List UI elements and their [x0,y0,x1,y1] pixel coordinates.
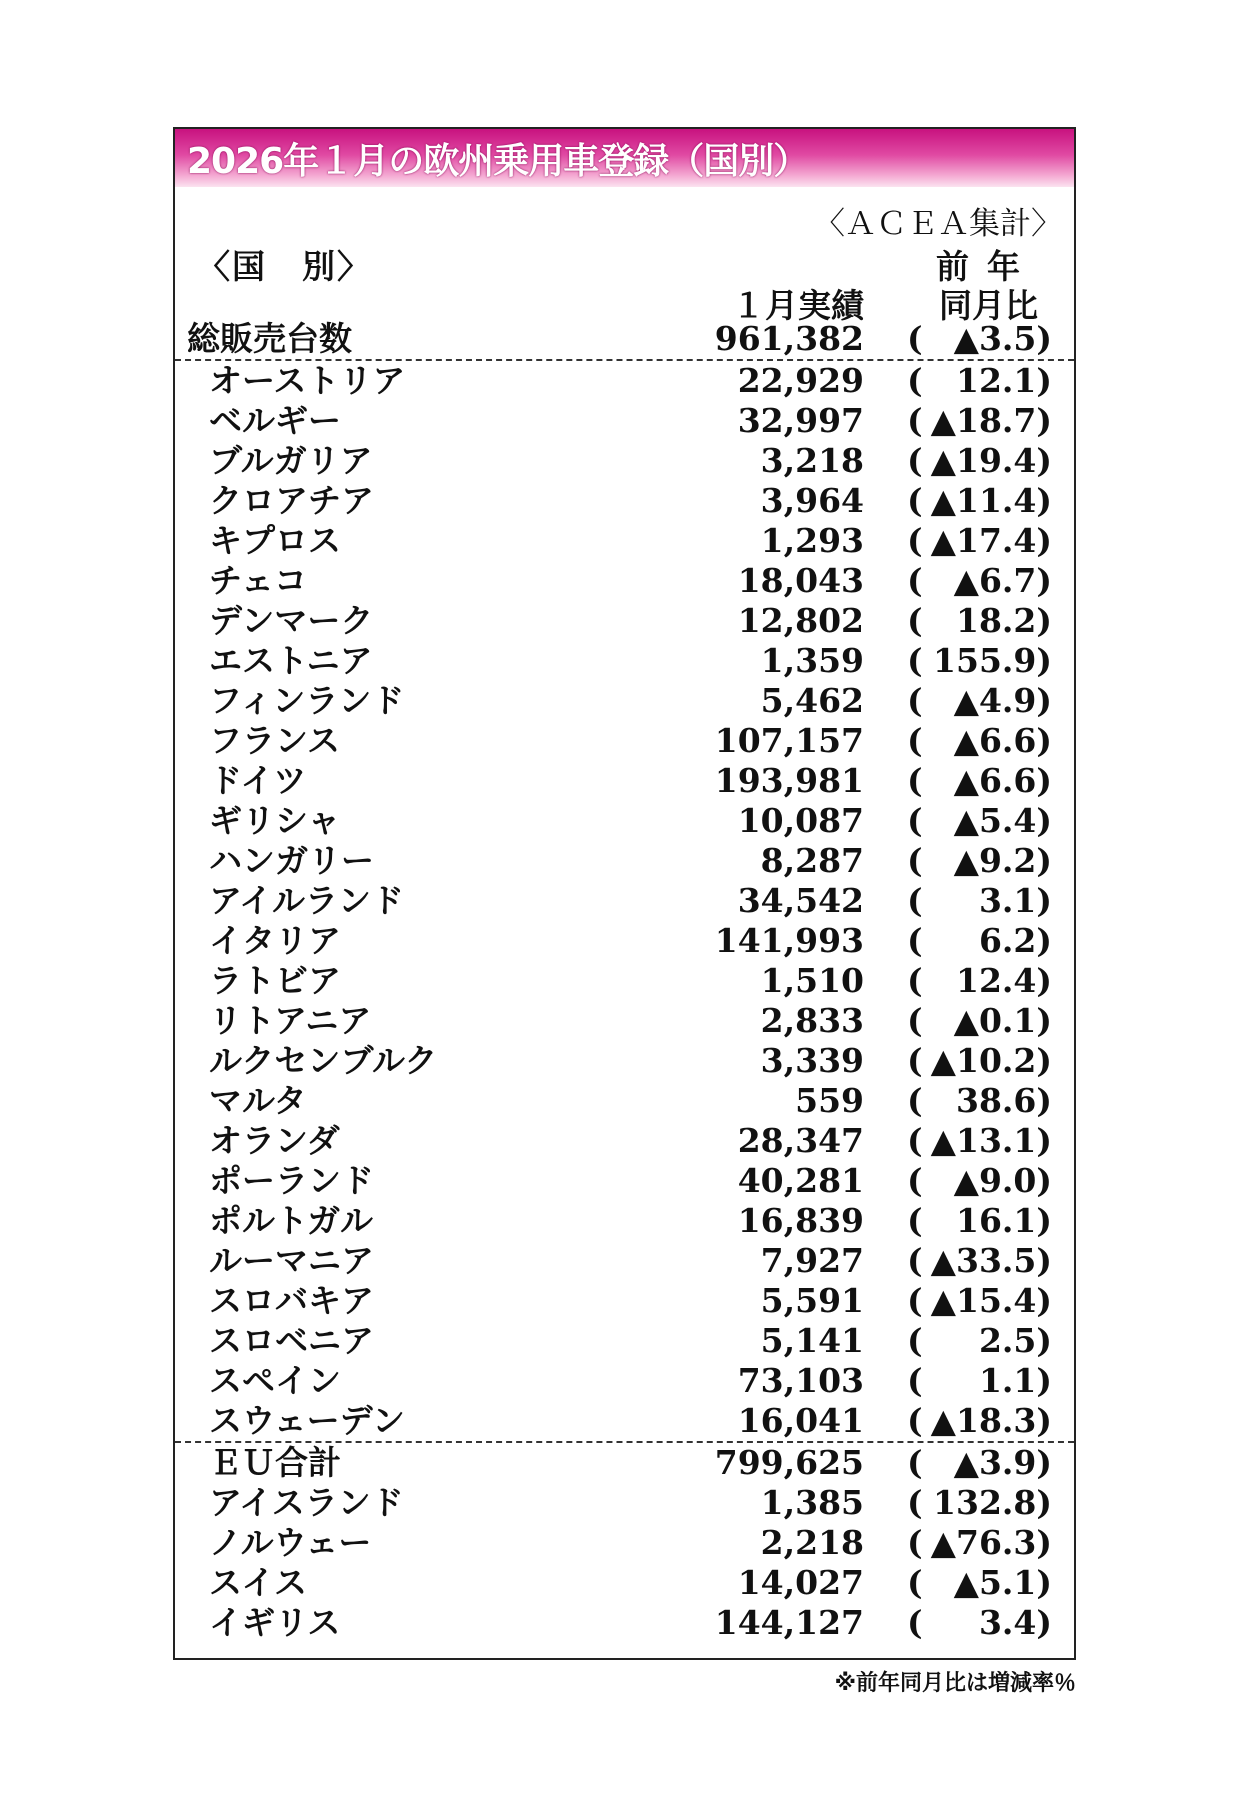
table-row [175,1081,1074,1121]
paren-open: ( [907,801,923,840]
yoy-change: 6.2) [978,921,1052,960]
table-row [175,681,1074,721]
country-name: スペイン [209,1361,341,1400]
country-name: ハンガリー [209,841,374,880]
country-name: アイルランド [209,881,405,920]
yoy-change: ▲9.2) [953,841,1052,880]
yoy-change: ▲4.9) [953,681,1052,720]
paren-open: ( [907,881,923,920]
paren-open: ( [907,401,923,440]
table-row [175,1603,1074,1643]
yoy-change: 38.6) [956,1081,1052,1120]
country-name: フィンランド [209,681,405,720]
table-row [175,481,1074,521]
country-name: スイス [209,1563,308,1602]
yoy-change: ▲3.9) [953,1443,1052,1482]
paren-open: ( [907,721,923,760]
table-row [175,1563,1074,1603]
table-row [175,921,1074,961]
yoy-change: 132.8) [933,1483,1052,1522]
table-row [175,1401,1074,1443]
title-bar [175,129,1074,187]
registration-count: 8,287 [760,841,864,880]
yoy-change: ▲76.3) [930,1523,1052,1562]
yoy-change: 1.1) [978,1361,1052,1400]
country-name: オランダ [209,1121,340,1160]
table-title: 2026年１月の欧州乗用車登録（国別） [187,140,809,182]
registration-count: 14,027 [737,1563,864,1602]
country-name: ノルウェー [209,1523,372,1562]
paren-open: ( [907,681,923,720]
table-row [175,721,1074,761]
yoy-change: 18.2) [956,601,1052,640]
paren-open: ( [907,1201,923,1240]
paren-open: ( [907,1483,923,1522]
registration-count: 559 [795,1081,864,1120]
registration-count: 3,218 [760,441,864,480]
country-name: ルーマニア [209,1241,374,1280]
source-label: 〈ＡＣＥＡ集計〉 [814,206,1062,242]
registration-table-panel [173,127,1076,1660]
registration-count: 32,997 [737,401,864,440]
table-row [175,319,1074,361]
country-name: ドイツ [209,761,307,800]
table-row [175,841,1074,881]
country-name: イギリス [209,1603,341,1642]
paren-open: ( [907,1361,923,1400]
yoy-change: ▲11.4) [930,481,1052,520]
table-row [175,1443,1074,1483]
paren-open: ( [907,441,923,480]
table-row [175,961,1074,1001]
table-row [175,641,1074,681]
country-name: スロベニア [209,1321,374,1360]
registration-count: 144,127 [714,1603,864,1642]
registration-count: 3,339 [760,1041,864,1080]
yoy-change: ▲3.5) [953,319,1052,358]
country-name: ブルガリア [209,441,373,480]
table-row [175,761,1074,801]
country-name: クロアチア [209,481,374,520]
yoy-change: ▲18.3) [930,1401,1052,1440]
table-row [175,881,1074,921]
registration-count: 18,043 [737,561,864,600]
registration-count: 1,359 [760,641,864,680]
country-name: 総販売台数 [187,319,352,358]
yoy-change: ▲0.1) [953,1001,1052,1040]
paren-open: ( [907,961,923,1000]
registration-rows [175,319,1074,1643]
yoy-change: ▲17.4) [930,521,1052,560]
paren-open: ( [907,1121,923,1160]
registration-count: 961,382 [714,319,864,358]
paren-open: ( [907,1443,923,1482]
registration-count: 16,041 [737,1401,864,1440]
paren-open: ( [907,521,923,560]
registration-count: 3,964 [760,481,864,520]
paren-open: ( [907,1161,923,1200]
registration-count: 5,462 [760,681,864,720]
country-name: ポルトガル [209,1201,374,1240]
registration-count: 5,141 [760,1321,864,1360]
yoy-change: ▲10.2) [930,1041,1052,1080]
paren-open: ( [907,1401,923,1440]
yoy-change: ▲19.4) [930,441,1052,480]
country-name: フランス [209,721,341,760]
paren-open: ( [907,601,923,640]
registration-count: 16,839 [737,1201,864,1240]
yoy-change: ▲9.0) [953,1161,1052,1200]
yoy-change: ▲5.1) [953,1563,1052,1602]
paren-open: ( [907,1041,923,1080]
table-row [175,361,1074,401]
paren-open: ( [907,561,923,600]
paren-open: ( [907,1001,923,1040]
table-row [175,801,1074,841]
registration-count: 12,802 [737,601,864,640]
paren-open: ( [907,1241,923,1280]
registration-count: 10,087 [737,801,864,840]
yoy-change: 12.4) [956,961,1052,1000]
registration-count: 1,293 [760,521,864,560]
paren-open: ( [907,921,923,960]
table-row [175,521,1074,561]
table-row [175,1321,1074,1361]
country-name: ポーランド [209,1161,374,1200]
country-name: エストニア [209,641,373,680]
registration-count: 73,103 [737,1361,864,1400]
registration-count: 40,281 [737,1161,864,1200]
paren-open: ( [907,1081,923,1120]
country-name: アイスランド [209,1483,404,1522]
yoy-change: 16.1) [956,1201,1052,1240]
registration-count: 34,542 [737,881,864,920]
table-row [175,1523,1074,1563]
registration-count: 799,625 [714,1443,864,1482]
country-name: イタリア [209,921,341,960]
yoy-change: ▲13.1) [930,1121,1052,1160]
table-row [175,1483,1074,1523]
registration-count: 7,927 [760,1241,864,1280]
yoy-change: 12.1) [956,361,1052,400]
table-row [175,1161,1074,1201]
paren-open: ( [907,1563,923,1602]
registration-count: 1,385 [760,1483,864,1522]
yoy-change: ▲5.4) [953,801,1052,840]
country-name: オーストリア [209,361,406,400]
table-row [175,1201,1074,1241]
footnote: ※前年同月比は増減率％ [834,1671,1076,1696]
registration-count: 1,510 [760,961,864,1000]
country-name: ベルギー [209,401,341,440]
country-name: ラトビア [209,961,341,1000]
paren-open: ( [907,1321,923,1360]
paren-open: ( [907,481,923,520]
country-name: ギリシャ [209,801,341,840]
yoy-header-line1: 前年 [936,247,1038,286]
registration-count: 22,929 [737,361,864,400]
table-row [175,1361,1074,1401]
table-row [175,441,1074,481]
yoy-change: ▲33.5) [930,1241,1052,1280]
table-row [175,1241,1074,1281]
table-row [175,1041,1074,1081]
table-row [175,601,1074,641]
yoy-change: 3.4) [978,1603,1052,1642]
table-row [175,1121,1074,1161]
table-row [175,561,1074,601]
country-name: デンマーク [209,601,374,640]
paren-open: ( [907,1603,923,1642]
paren-open: ( [907,841,923,880]
table-row [175,1001,1074,1041]
registration-count: 2,833 [760,1001,864,1040]
country-name: キプロス [209,521,341,560]
current-month-header: １月実績 [732,286,864,325]
paren-open: ( [907,319,923,358]
yoy-change: 2.5) [978,1321,1052,1360]
table-row [175,1281,1074,1321]
country-name: マルタ [209,1081,307,1120]
yoy-change: ▲6.7) [953,561,1052,600]
country-column-header: 〈国 別〉 [197,247,372,286]
yoy-change: 155.9) [933,641,1052,680]
yoy-change: 3.1) [978,881,1052,920]
country-name: スウェーデン [209,1401,406,1440]
table-row [175,401,1074,441]
registration-count: 107,157 [714,721,864,760]
registration-count: 193,981 [714,761,864,800]
yoy-header-line2: 同月比 [939,286,1038,325]
registration-count: 141,993 [714,921,864,960]
paren-open: ( [907,1281,923,1320]
paren-open: ( [907,1523,923,1562]
country-name: リトアニア [209,1001,372,1040]
registration-count: 28,347 [737,1121,864,1160]
country-name: チェコ [209,561,308,600]
country-name: スロバキア [209,1281,374,1320]
paren-open: ( [907,641,923,680]
paren-open: ( [907,361,923,400]
country-name: ＥＵ合計 [209,1443,341,1482]
yoy-change: ▲15.4) [930,1281,1052,1320]
paren-open: ( [907,761,923,800]
registration-count: 5,591 [760,1281,864,1320]
registration-count: 2,218 [760,1523,864,1562]
yoy-change: ▲18.7) [930,401,1052,440]
yoy-change: ▲6.6) [953,721,1052,760]
country-name: ルクセンブルク [209,1041,438,1080]
yoy-change: ▲6.6) [953,761,1052,800]
